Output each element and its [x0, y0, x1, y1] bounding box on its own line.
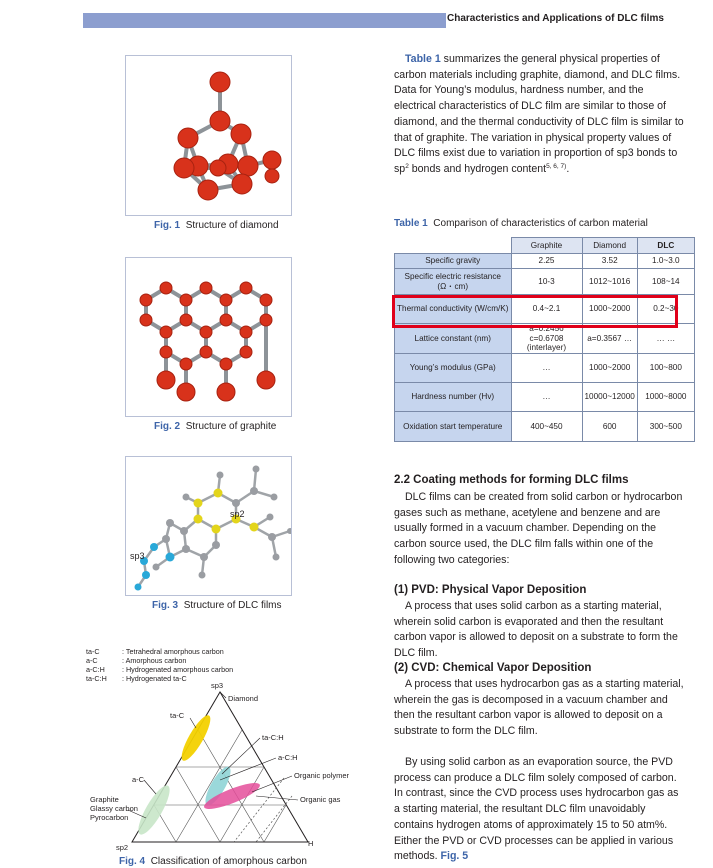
cell-graphite: 2.25	[511, 254, 582, 269]
table-1-reference-link[interactable]: Table 1	[405, 53, 441, 65]
legend-item: a-C : Amorphous carbon	[86, 656, 187, 665]
pvd-heading: (1) PVD: Physical Vapor Deposition	[394, 584, 587, 596]
label-ach: a-C:H	[278, 753, 298, 762]
table-row	[395, 412, 695, 442]
cell-dlc: 300~500	[637, 412, 694, 442]
table-row	[395, 254, 695, 269]
cell-graphite: a=0.2456 c=0.6708 (interlayer)	[511, 324, 582, 354]
table-row	[395, 383, 695, 412]
cell-dlc: 100~800	[637, 354, 694, 383]
row-label: Hardness number (Hv)	[395, 383, 512, 412]
cell-dlc: 1000~8000	[637, 383, 694, 412]
cell-dlc: 1.0~3.0	[637, 254, 694, 269]
label-organic-gas: Organic gas	[300, 795, 341, 804]
closing-paragraph: By using solid carbon as an evaporation source, the PVD process can produce a DLC film solely composed of carbon. In contrast, since the CVD process uses hydrocarbon gas as a starting material, the resultant DLC film unavoidably contains hydrogen atoms of approximately 15 to 50 atm%. Either the PVD or CVD processes can be applied in various methods. Fig. 5	[394, 756, 679, 863]
carbon-comparison-table	[394, 237, 695, 442]
table-corner	[395, 238, 512, 254]
cvd-paragraph: A process that uses hydrocarbon gas as a starting material, wherein the gas is decomposed in a vacuum chamber and then the resultant carbon vapor is allowed to deposit on a substrate to form the DLC film.	[394, 678, 684, 738]
label-pyrocarbon: Pyrocarbon	[90, 813, 129, 822]
figure-graphite	[125, 257, 292, 417]
figure-1-caption: Fig. 1 Structure of diamond	[154, 220, 279, 231]
figure-dlc	[125, 456, 292, 596]
cell-dlc: … …	[637, 324, 694, 354]
row-label: Thermal conductivity (W/cm/K)	[395, 295, 512, 324]
legend-item: ta-C : Tetrahedral amorphous carbon	[86, 647, 224, 656]
graphite-structure-image	[126, 258, 291, 416]
label-organic-polymer: Organic polymer	[294, 771, 350, 780]
cell-dlc: 0.2~30	[637, 295, 694, 324]
cvd-heading: (2) CVD: Chemical Vapor Deposition	[394, 662, 592, 674]
col-header-dlc: DLC	[637, 238, 694, 254]
amorphous-carbon-ternary-diagram	[84, 678, 374, 858]
cell-graphite: …	[511, 383, 582, 412]
table-row	[395, 324, 695, 354]
cell-graphite: 10-3	[511, 269, 582, 295]
row-label: Specific electric resistance (Ω・cm)	[395, 269, 512, 295]
legend-item: ta-C:H : Hydrogenated ta-C	[86, 674, 187, 683]
cell-graphite: 400~450	[511, 412, 582, 442]
figure-2-caption: Fig. 2 Structure of graphite	[154, 421, 277, 432]
label-h: H	[308, 839, 314, 848]
header-bar	[83, 13, 446, 28]
row-label: Young’s modulus (GPa)	[395, 354, 512, 383]
fig-5-reference-link[interactable]: Fig. 5	[440, 850, 469, 863]
label-graphite: Graphite	[90, 795, 119, 804]
dlc-structure-image	[126, 457, 291, 595]
table-row	[395, 354, 695, 383]
sp3-label: sp3	[130, 551, 145, 561]
label-glassy-carbon: Glassy carbon	[90, 804, 138, 813]
row-label: Oxidation start temperature	[395, 412, 512, 442]
figure-diamond	[125, 55, 292, 216]
label-diamond: Diamond	[228, 694, 259, 703]
table-row	[395, 269, 695, 295]
intro-paragraph: Table 1 summarizes the general physical properties of carbon materials including graphite, diamond, and DLC films. Data for Young’s modulus, hardness number, and the electrical characteristics of DLC film are similar to those of diamond, and the thermal conductivity of DLC film is similar to that of graphite. The variation in physical property values of DLC films exist due to variation in proportion of sp3 bonds to $sp^2$ bonds and hydrogen content$^{5, 6, 7)}$.	[394, 53, 684, 175]
sp2-label: sp2	[230, 509, 245, 519]
cell-diamond: 1000~2000	[582, 295, 637, 324]
cell-diamond: 1012~1016	[582, 269, 637, 295]
cell-diamond: 10000~12000	[582, 383, 637, 412]
diamond-structure-image	[126, 56, 291, 215]
row-label: Specific gravity	[395, 254, 512, 269]
cell-diamond: 600	[582, 412, 637, 442]
col-header-diamond: Diamond	[582, 238, 637, 254]
figure-4-caption: Fig. 4 Classification of amorphous carbon	[119, 856, 307, 867]
section-heading: 2.2 Coating methods for forming DLC films	[394, 474, 629, 486]
row-label: Lattice constant (nm)	[395, 324, 512, 354]
table-header-row	[395, 238, 695, 254]
cell-diamond: 1000~2000	[582, 354, 637, 383]
label-sp3: sp3	[211, 681, 224, 690]
col-header-graphite: Graphite	[511, 238, 582, 254]
label-tach: ta-C:H	[262, 733, 284, 742]
cell-diamond: a=0.3567 …	[582, 324, 637, 354]
cell-diamond: 3.52	[582, 254, 637, 269]
cell-dlc: 108~14	[637, 269, 694, 295]
figure-3-caption: Fig. 3 Structure of DLC films	[152, 600, 282, 611]
legend-item: a-C:H : Hydrogenated amorphous carbon	[86, 665, 234, 674]
table-1-title: Table 1 Comparison of characteristics of carbon material	[394, 218, 648, 229]
thermal-conductivity-highlight	[392, 295, 678, 328]
pvd-paragraph: A process that uses solid carbon as a starting material, wherein solid carbon is evaporated and then the resultant carbon vapor is allowed to deposit on a substrate to form the DLC film.	[394, 600, 678, 660]
page-header-title: Characteristics and Applications of DLC films	[447, 13, 664, 24]
label-tac: ta-C	[170, 711, 185, 720]
cell-graphite: 0.4~2.1	[511, 295, 582, 324]
cell-graphite: …	[511, 354, 582, 383]
label-sp2: sp2	[116, 843, 129, 852]
section-intro-paragraph: DLC films can be created from solid carbon or hydrocarbon gases such as methane, acetylene and benzene and are usually formed in a vacuum chamber. Depending on the carbon source used, the DLC film falls within one of the following two categories:	[394, 491, 683, 566]
label-ac: a-C	[132, 775, 145, 784]
